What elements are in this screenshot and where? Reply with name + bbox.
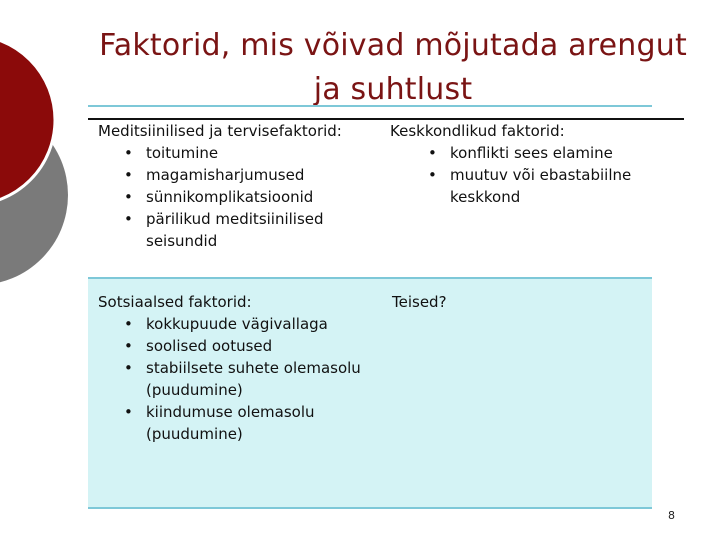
medical-factors-cell — [88, 118, 384, 278]
list-item-text: kokkupuude vägivallaga — [146, 315, 328, 333]
bullet-icon: • — [124, 359, 133, 377]
list-item — [118, 401, 378, 445]
other-factors-heading: Teised? — [392, 293, 447, 311]
environmental-factors-list — [422, 142, 642, 208]
bullet-icon: • — [428, 144, 437, 162]
list-item-text: stabiilsete suhete olemasolu (puudumine) — [146, 359, 361, 399]
bullet-icon: • — [428, 166, 437, 184]
list-item — [118, 142, 378, 164]
page-number: 8 — [668, 509, 675, 522]
table-top-border — [88, 118, 684, 120]
title-rule — [88, 105, 652, 107]
list-item-text: soolised ootused — [146, 337, 273, 355]
bullet-icon: • — [124, 315, 133, 333]
list-item-text: sünnikomplikatsioonid — [146, 188, 314, 206]
list-item — [118, 208, 378, 252]
bullet-icon: • — [124, 144, 133, 162]
list-item — [422, 164, 642, 208]
list-item — [118, 186, 378, 208]
list-item-text: konflikti sees elamine — [450, 144, 613, 162]
other-factors-cell — [384, 279, 652, 508]
environmental-factors-heading: Keskkondlikud faktorid: — [390, 122, 565, 140]
list-item-text: toitumine — [146, 144, 219, 162]
social-factors-heading: Sotsiaalsed faktorid: — [98, 293, 252, 311]
list-item-text: magamisharjumused — [146, 166, 305, 184]
bullet-icon: • — [124, 337, 133, 355]
list-item-text: muutuv või ebastabiilne keskkond — [450, 166, 632, 206]
bullet-icon: • — [124, 210, 133, 228]
decorative-circles — [0, 0, 80, 300]
list-item — [422, 142, 642, 164]
social-factors-list — [118, 313, 378, 445]
list-item — [118, 164, 378, 186]
table-row-divider — [88, 277, 652, 279]
medical-factors-list — [118, 142, 378, 252]
list-item — [118, 335, 378, 357]
list-item-text: pärilikud meditsiinilised seisundid — [146, 210, 324, 250]
environmental-factors-cell — [384, 118, 652, 278]
table-bottom-border — [88, 507, 652, 509]
medical-factors-heading: Meditsiinilised ja tervisefaktorid: — [98, 122, 342, 140]
bullet-icon: • — [124, 166, 133, 184]
list-item — [118, 357, 378, 401]
list-item-text: kiindumuse olemasolu (puudumine) — [146, 403, 315, 443]
slide-title: Faktorid, mis võivad mõjutada arengut ja suhtlust — [99, 28, 687, 107]
social-factors-cell — [88, 279, 384, 508]
list-item — [118, 313, 378, 335]
bullet-icon: • — [124, 188, 133, 206]
bullet-icon: • — [124, 403, 133, 421]
